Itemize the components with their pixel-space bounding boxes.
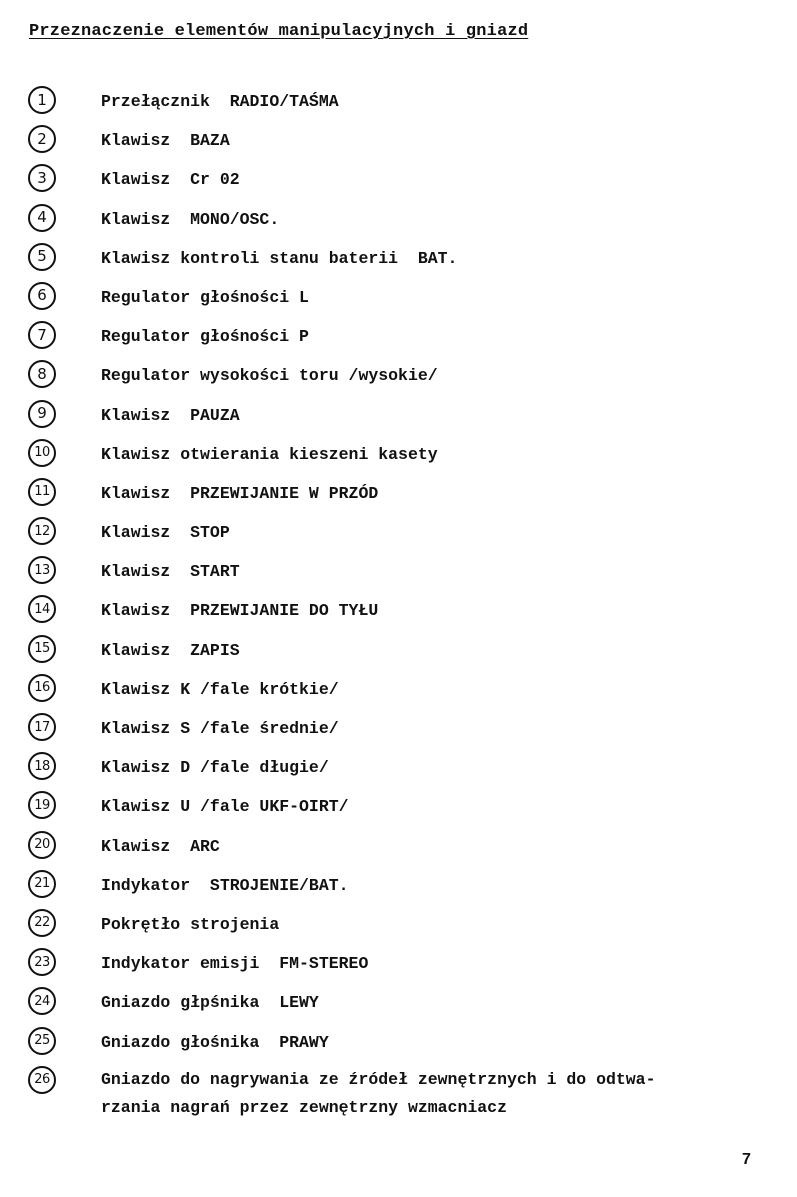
item-label: Regulator głośności P (101, 327, 309, 347)
list-item (28, 478, 788, 517)
list-item (28, 125, 788, 164)
item-label: Klawisz PAUZA (101, 405, 240, 425)
item-label: Klawisz STOP (101, 523, 230, 543)
item-number-circle: 19 (28, 791, 56, 819)
item-number-circle: 25 (28, 1027, 56, 1055)
item-number-circle: 24 (28, 987, 56, 1015)
item-number-circle: 7 (28, 321, 56, 349)
list-item (28, 987, 788, 1026)
list-item (28, 635, 788, 674)
list-item (28, 1027, 788, 1066)
item-label: Klawisz D /fale długie/ (101, 758, 329, 778)
item-label: Klawisz START (101, 562, 240, 582)
list-item (28, 321, 788, 360)
item-label: Przełącznik RADIO/TAŚMA (101, 92, 339, 111)
list-item (28, 556, 788, 595)
page-number: 7 (742, 1151, 751, 1168)
item-label: Regulator głośności L (101, 287, 309, 307)
item-number-circle: 6 (28, 282, 56, 310)
item-label: Klawisz BAZA (101, 131, 230, 151)
item-label: Klawisz K /fale krótkie/ (101, 679, 339, 699)
item-label: Pokrętło strojenia (101, 914, 280, 934)
item-label: Klawisz ARC (101, 836, 220, 856)
item-label: Gniazdo głośnika PRAWY (101, 1032, 329, 1052)
list-item (28, 791, 788, 830)
list-item (28, 86, 788, 125)
item-number-circle: 11 (28, 478, 56, 506)
item-number-circle: 17 (28, 713, 56, 741)
item-number-circle: 21 (28, 870, 56, 898)
list-item (28, 517, 788, 556)
list-item (28, 752, 788, 791)
item-label: Klawisz ZAPIS (101, 640, 240, 660)
item-label: Klawisz S /fale średnie/ (101, 719, 339, 738)
item-number-circle: 10 (28, 439, 56, 467)
item-label: Gniazdo głpśnika LEWY (101, 993, 319, 1013)
item-label: Klawisz PRZEWIJANIE DO TYŁU (101, 601, 379, 621)
item-label: Indykator emisji FM-STEREO (101, 954, 369, 974)
page-title: Przeznaczenie elementów manipulacyjnych i gniazd (29, 22, 529, 41)
list-item (28, 595, 788, 634)
list-item (28, 400, 788, 439)
item-number-circle: 9 (28, 400, 56, 428)
item-label: Regulator wysokości toru /wysokie/ (101, 366, 438, 386)
item-number-circle: 15 (28, 635, 56, 663)
item-label: Klawisz Cr 02 (101, 170, 240, 190)
list-item (28, 870, 788, 909)
item-number-circle: 18 (28, 752, 56, 780)
item-label: Klawisz U /fale UKF-OIRT/ (101, 797, 349, 817)
item-number-circle: 5 (28, 243, 56, 271)
item-label: Klawisz PRZEWIJANIE W PRZÓD (101, 483, 379, 503)
list-item (28, 674, 788, 713)
element-list (28, 86, 788, 1117)
item-number-circle: 23 (28, 948, 56, 976)
item-number-circle: 20 (28, 831, 56, 859)
item-number-circle: 4 (28, 204, 56, 232)
list-item (28, 1066, 788, 1117)
list-item (28, 360, 788, 399)
item-label: Gniazdo do nagrywania ze źródeł zewnętrznych i do odtwa- rzania nagrań przez zewnętrzny wzmacniacz (101, 1069, 656, 1117)
item-number-circle: 22 (28, 909, 56, 937)
list-item (28, 204, 788, 243)
item-label: Indykator STROJENIE/BAT. (101, 875, 349, 895)
item-number-circle: 8 (28, 360, 56, 388)
list-item (28, 713, 788, 752)
list-item (28, 164, 788, 203)
item-number-circle: 26 (28, 1066, 56, 1094)
list-item (28, 909, 788, 948)
item-label: Klawisz MONO/OSC. (101, 209, 280, 229)
item-number-circle: 14 (28, 595, 56, 623)
list-item (28, 439, 788, 478)
item-label: Klawisz kontroli stanu baterii BAT. (101, 248, 458, 268)
item-number-circle: 2 (28, 125, 56, 153)
item-number-circle: 3 (28, 164, 56, 192)
item-number-circle: 16 (28, 674, 56, 702)
list-item (28, 243, 788, 282)
item-number-circle: 13 (28, 556, 56, 584)
item-label: Klawisz otwierania kieszeni kasety (101, 444, 438, 464)
list-item (28, 831, 788, 870)
list-item (28, 948, 788, 987)
item-number-circle: 1 (28, 86, 56, 114)
list-item (28, 282, 788, 321)
item-number-circle: 12 (28, 517, 56, 545)
